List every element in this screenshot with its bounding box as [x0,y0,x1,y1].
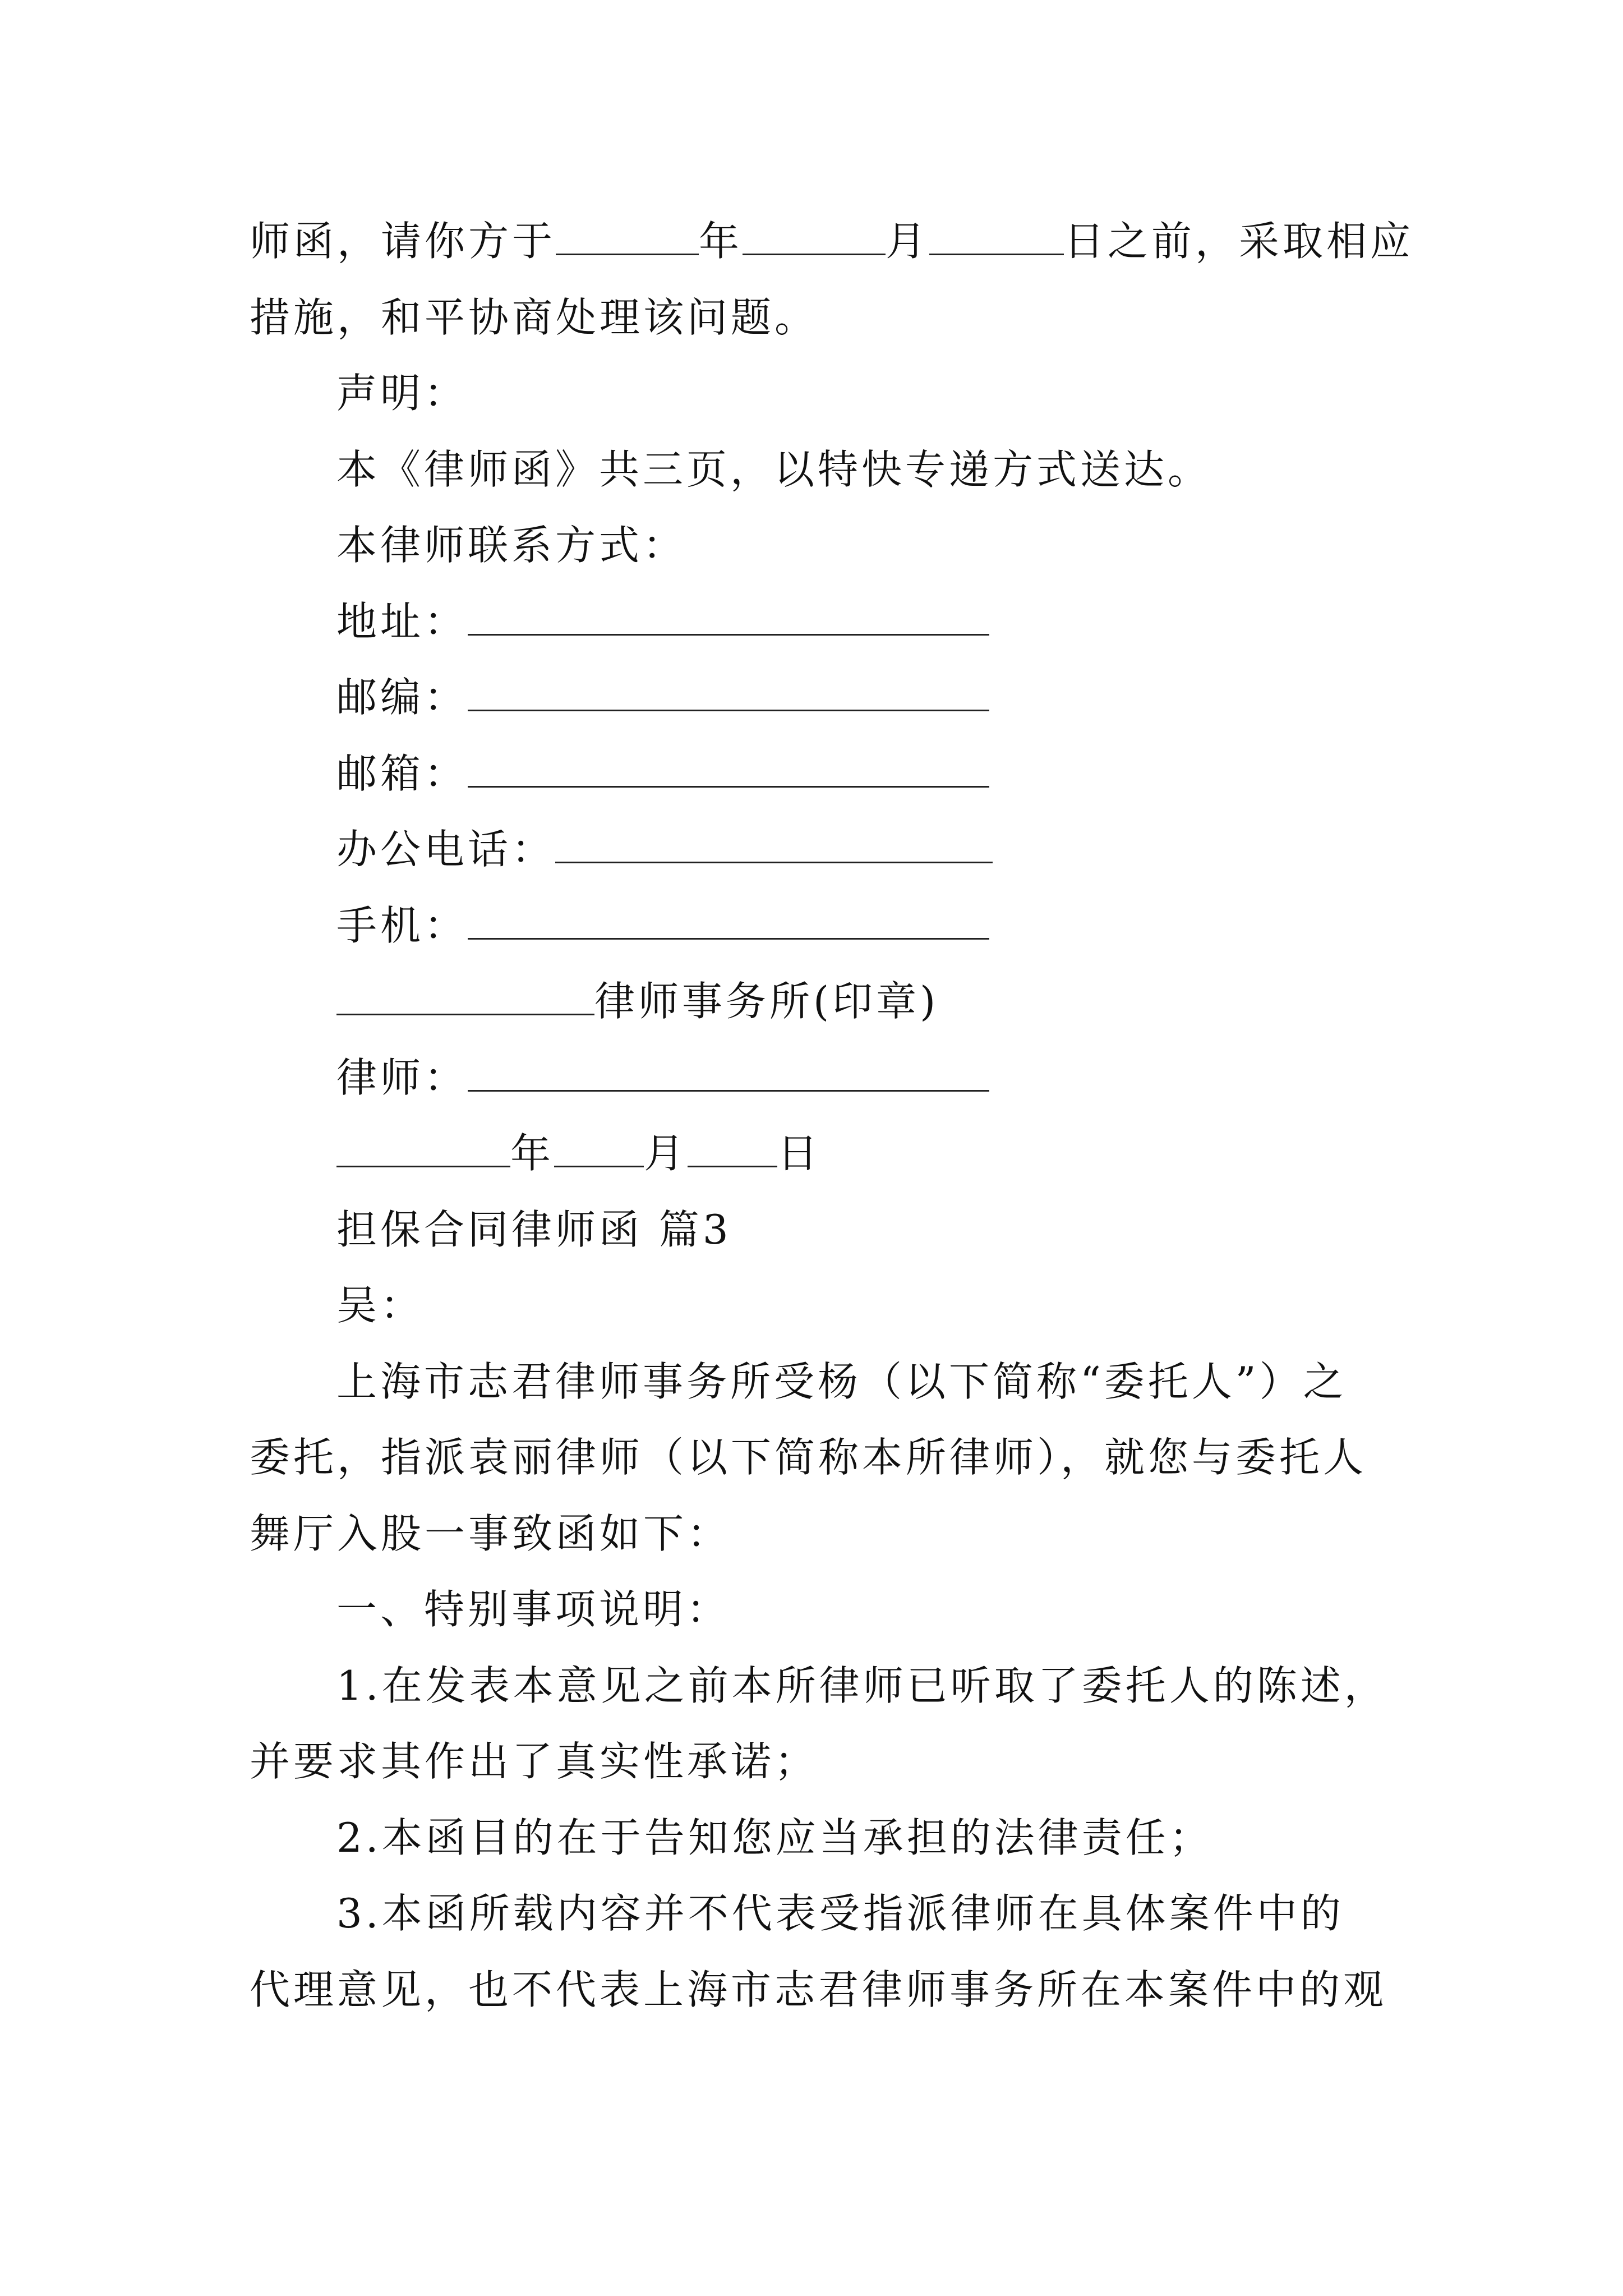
field-label: 手机： [336,902,468,949]
field-label: 律师事务所(印章) [594,978,939,1025]
field-label: 邮编： [336,674,468,721]
text-segment: 日之前，采取相应 [1064,218,1414,265]
blank-underline [468,669,989,711]
blank-underline [336,973,594,1015]
address-line [336,593,989,650]
text-line: 措施，和平协商处理该问题。 [250,294,819,341]
field-label: 地址： [336,598,468,645]
blank-underline [554,1125,644,1167]
section-heading: 声明： [336,370,468,417]
addressee: 吴： [336,1282,425,1329]
text-line: 并要求其作出了真实性承诺； [250,1738,819,1785]
text-segment: 师函，请你方于 [250,218,556,265]
text-line: 上海市志君律师事务所受杨（以下简称“委托人”）之 [336,1358,1347,1405]
text-line: 代理意见，也不代表上海市志君律师事务所在本案件中的观 [250,1966,1387,2013]
blank-underline [555,821,993,863]
lawyer-line [336,1050,989,1106]
field-label: 律师： [336,1054,468,1101]
blank-underline [468,593,989,636]
text-line: 2.本函目的在于告知您应当承担的法律责任； [336,1814,1213,1861]
text-segment: 年 [699,218,743,265]
date-line [336,1125,821,1181]
text-segment: 年 [510,1130,555,1177]
text-line [250,213,1414,269]
blank-underline [336,1125,510,1167]
field-label: 邮箱： [336,750,468,797]
text-segment: 月 [886,218,930,265]
text-segment: 日 [777,1130,822,1177]
text-line: 3.本函所载内容并不代表受指派律师在具体案件中的 [336,1890,1344,1937]
office-phone-line [336,821,993,877]
blank-underline [688,1125,777,1167]
law-firm-seal-line [336,973,939,1029]
blank-underline [743,213,886,255]
section-heading: 一、特别事项说明： [336,1586,731,1633]
text-line: 本律师联系方式： [336,522,687,569]
text-line: 本《律师函》共三页，以特快专递方式送达。 [336,446,1212,493]
text-line: 1.在发表本意见之前本所律师已听取了委托人的陈述， [336,1662,1388,1709]
blank-underline [929,213,1064,255]
text-line: 舞厅入股一事致函如下： [250,1510,731,1557]
email-line [336,746,989,802]
mobile-line [336,898,989,954]
text-segment: 月 [644,1130,688,1177]
blank-underline [468,1050,989,1092]
field-label: 办公电话： [336,826,556,873]
postcode-line [336,669,989,725]
text-line: 委托，指派袁丽律师（以下简称本所律师），就您与委托人 [250,1434,1367,1481]
article-title: 担保合同律师函 篇3 [336,1206,732,1253]
blank-underline [468,746,989,788]
blank-underline [556,213,699,255]
blank-underline [468,898,989,940]
